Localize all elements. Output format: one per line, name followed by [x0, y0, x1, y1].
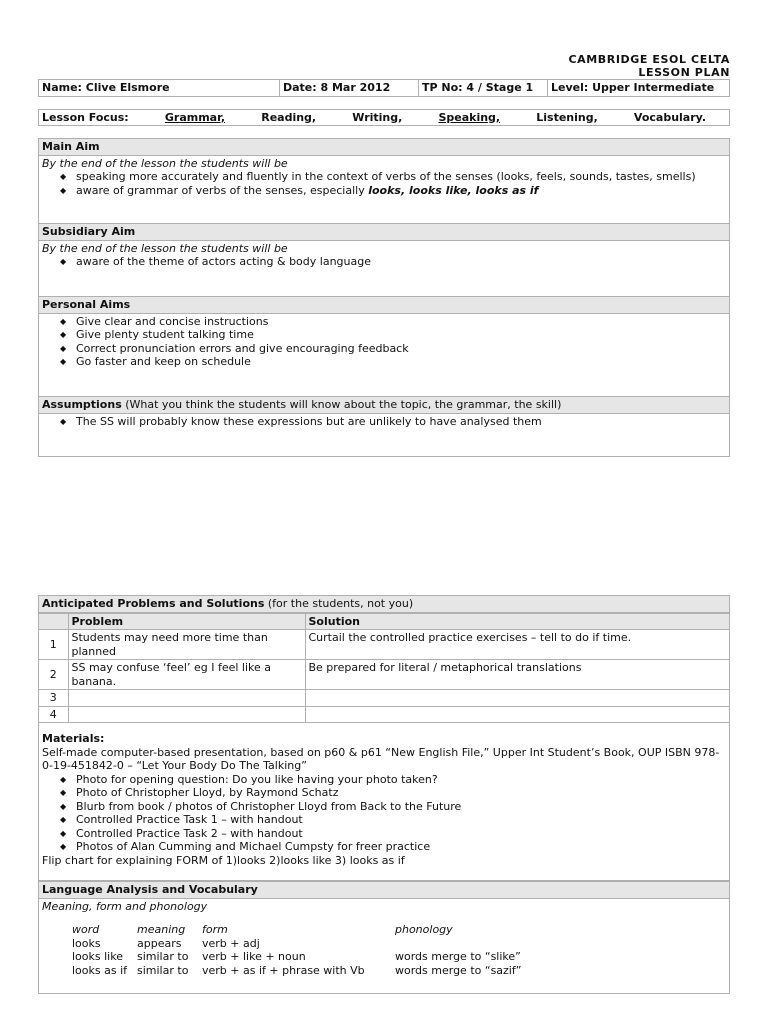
- language-title: Language Analysis and Vocabulary: [39, 882, 729, 899]
- personal-aims-section: [38, 296, 730, 397]
- personal-aims-title: Personal Aims: [39, 297, 729, 314]
- material-item: ◆ Controlled Practice Task 1 – with handout: [60, 813, 726, 827]
- meaning-header: meaning: [137, 923, 186, 936]
- focus-writing: Writing,: [352, 111, 403, 124]
- lesson-focus-row: [38, 109, 730, 126]
- word-header: word: [72, 923, 100, 936]
- table-row: [39, 660, 729, 690]
- assumptions-note: (What you think the students will know about the topic, the grammar, the skill): [121, 398, 562, 411]
- row-number: 3: [39, 690, 68, 707]
- row-number: 4: [39, 706, 68, 723]
- language-section: [38, 881, 730, 994]
- problems-title: Anticipated Problems and Solutions: [42, 597, 265, 610]
- word-cell: looks like: [72, 950, 123, 963]
- personal-aim-item: ◆ Go faster and keep on schedule: [60, 355, 726, 369]
- header-line-2: LESSON PLAN: [638, 66, 730, 79]
- table-row: [39, 630, 729, 660]
- problem-column-header: Problem: [68, 613, 305, 630]
- solution-column-header: Solution: [305, 613, 729, 630]
- solution-cell: Curtail the controlled practice exercises – tell to do if time.: [305, 630, 729, 660]
- phonology-cell: words merge to “slike”: [395, 950, 521, 963]
- problems-note: (for the students, not you): [264, 597, 414, 610]
- subsidiary-aim-intro: By the end of the lesson the students will be: [42, 241, 288, 255]
- materials-title: Materials:: [42, 732, 105, 745]
- phonology-header: phonology: [395, 923, 453, 936]
- form-header: form: [202, 923, 228, 936]
- personal-aim-item: ◆ Correct pronunciation errors and give encouraging feedback: [60, 342, 726, 356]
- form-cell: verb + like + noun: [202, 950, 306, 963]
- solution-cell: [305, 690, 729, 707]
- material-item: ◆ Photo for opening question: Do you like having your photo taken?: [60, 773, 726, 787]
- tp-cell: TP No: 4 / Stage 1: [419, 80, 548, 96]
- meaning-cell: similar to: [137, 963, 189, 977]
- focus-vocabulary: Vocabulary.: [633, 111, 706, 124]
- materials-section: [38, 718, 730, 881]
- assumption-item: ◆ The SS will probably know these expressions but are unlikely to have analysed them: [60, 415, 726, 429]
- main-aim-emphasis: looks, looks like, looks as if: [368, 183, 539, 197]
- phonology-cell: words merge to “sazif”: [395, 963, 522, 977]
- problems-table-header: [39, 613, 729, 630]
- material-item: ◆ Controlled Practice Task 2 – with handout: [60, 827, 726, 841]
- focus-listening: Listening,: [536, 111, 598, 124]
- subsidiary-aim-title: Subsidiary Aim: [39, 224, 729, 241]
- language-table: [72, 923, 527, 977]
- word-cell: looks: [72, 936, 101, 950]
- assumptions-section: [38, 396, 730, 457]
- problem-cell: [68, 690, 305, 707]
- subsidiary-aim-section: [38, 223, 730, 297]
- problem-cell: SS may confuse ‘feel’ eg I feel like a banana.: [68, 660, 305, 690]
- table-row: [72, 950, 527, 964]
- main-aim-intro: By the end of the lesson the students will be: [42, 156, 288, 170]
- phonology-cell: [395, 937, 527, 951]
- focus-speaking: Speaking,: [438, 111, 501, 124]
- material-item: ◆ Blurb from book / photos of Christopher Lloyd from Back to the Future: [60, 800, 726, 814]
- material-item: ◆ Photos of Alan Cumming and Michael Cumpsty for freer practice: [60, 840, 726, 854]
- main-aim-title: Main Aim: [39, 139, 729, 156]
- language-table-header: [72, 923, 527, 937]
- focus-grammar: Grammar,: [164, 111, 226, 124]
- word-cell: looks as if: [72, 963, 128, 977]
- row-number: 2: [39, 660, 68, 690]
- meaning-cell: similar to: [137, 950, 189, 963]
- form-cell: verb + as if + phrase with Vb: [202, 963, 365, 977]
- materials-footer: Flip chart for explaining FORM of 1)looks 2)looks like 3) looks as if: [42, 853, 405, 867]
- solution-cell: Be prepared for literal / metaphorical translations: [305, 660, 729, 690]
- language-subtitle: Meaning, form and phonology: [42, 899, 208, 913]
- main-aim-bullet: ◆ speaking more accurately and fluently in the context of verbs of the senses (looks, feels, sounds, tastes, smells): [60, 170, 726, 184]
- material-item: ◆ Photo of Christopher Lloyd, by Raymond Schatz: [60, 786, 726, 800]
- form-cell: verb + adj: [202, 936, 260, 950]
- problems-header: [39, 596, 729, 613]
- main-aim-section: [38, 138, 730, 224]
- document-header: [568, 53, 730, 79]
- materials-intro: Self-made computer-based presentation, based on p60 & p61 “New English File,” Upper Int Student’s Book, OUP ISBN 978-0-19-451842-0 – “Let Your Body Do The Talking”: [42, 745, 720, 772]
- name-cell: Name: Clive Elsmore: [39, 80, 280, 96]
- table-row: [39, 690, 729, 707]
- table-row: [72, 937, 527, 951]
- assumptions-title: Assumptions: [42, 398, 122, 411]
- date-cell: Date: 8 Mar 2012: [280, 80, 419, 96]
- assumptions-header: [39, 397, 729, 414]
- row-number: 1: [39, 630, 68, 660]
- level-cell: Level: Upper Intermediate: [551, 81, 715, 94]
- problem-cell: Students may need more time than planned: [68, 630, 305, 660]
- personal-aim-item: ◆ Give clear and concise instructions: [60, 315, 726, 329]
- personal-aim-item: ◆ Give plenty student talking time: [60, 328, 726, 342]
- focus-reading: Reading,: [261, 111, 317, 124]
- info-row: [38, 79, 730, 97]
- subsidiary-aim-bullet: ◆ aware of the theme of actors acting & body language: [60, 255, 726, 269]
- header-line-1: CAMBRIDGE ESOL CELTA: [568, 53, 730, 66]
- focus-label: Lesson Focus:: [42, 111, 129, 124]
- main-aim-bullet: ◆ aware of grammar of verbs of the senses, especially looks, looks like, looks as if: [60, 184, 726, 198]
- table-row: [72, 964, 527, 978]
- meaning-cell: appears: [137, 936, 182, 950]
- problems-table: [39, 613, 729, 724]
